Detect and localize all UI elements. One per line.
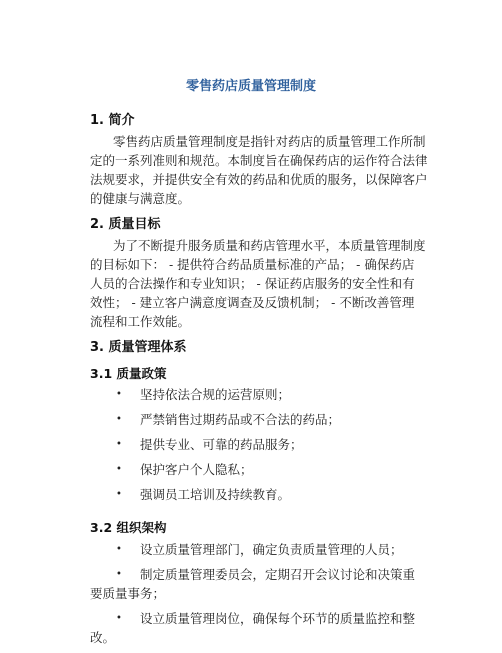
section-heading-intro: 1. 简介 <box>90 113 135 128</box>
list-item <box>90 540 430 559</box>
list-item <box>90 435 430 454</box>
quality-policy-list <box>90 385 430 510</box>
section-heading-quality-goals: 2. 质量目标 <box>90 217 161 232</box>
paragraph-line: 法规要求，并提供安全有效的药品和优质的服务，以保障客户 <box>90 172 428 187</box>
paragraph-line: 的健康与满意度。 <box>90 191 191 206</box>
subsection-heading-quality-policy: 3.1 质量政策 <box>90 366 167 381</box>
section-heading-quality-system: 3. 质量管理体系 <box>90 340 187 355</box>
bullet-icon: • <box>116 389 122 400</box>
paragraph-line: 为了不断提升服务质量和药店管理水平，本质量管理制度 <box>113 238 426 253</box>
list-item <box>90 385 430 404</box>
bullet-icon: • <box>116 439 122 450</box>
document-title: 零售药店质量管理制度 <box>185 79 316 94</box>
list-item <box>90 565 430 603</box>
list-item-text: 要质量事务； <box>90 586 166 601</box>
section-paragraph-intro <box>90 132 430 208</box>
list-item <box>90 460 430 479</box>
bullet-icon: • <box>116 464 122 475</box>
section-paragraph-quality-goals <box>90 236 430 331</box>
bullet-icon: • <box>116 613 122 624</box>
list-item-text: 保护客户个人隐私； <box>140 462 253 477</box>
paragraph-line: 定的一系列准则和规范。本制度旨在确保药店的运作符合法律 <box>90 153 428 168</box>
list-item <box>90 485 430 504</box>
list-item-text: 改。 <box>90 630 116 645</box>
list-item <box>90 609 430 647</box>
bullet-icon: • <box>116 544 122 555</box>
bullet-icon: • <box>116 414 122 425</box>
list-item-text: 严禁销售过期药品或不合法的药品； <box>140 412 341 427</box>
paragraph-line: 人员的合法操作和专业知识； - 保证药店服务的安全性和有 <box>90 276 415 291</box>
organization-list <box>90 540 430 653</box>
list-item-text: 制定质量管理委员会，定期召开会议讨论和决策重 <box>140 567 416 582</box>
paragraph-line: 零售药店质量管理制度是指针对药店的质量管理工作所制 <box>113 134 426 149</box>
list-item-text: 提供专业、可靠的药品服务； <box>140 437 303 452</box>
paragraph-line: 流程和工作效能。 <box>90 314 191 329</box>
list-item <box>90 410 430 429</box>
list-item-text: 强调员工培训及持续教育。 <box>140 487 291 502</box>
bullet-icon: • <box>116 569 122 580</box>
paragraph-line: 的目标如下： - 提供符合药品质量标准的产品； - 确保药店 <box>90 257 415 272</box>
paragraph-line: 效性； - 建立客户满意度调查及反馈机制； - 不断改善管理 <box>90 295 415 310</box>
list-item-text: 坚持依法合规的运营原则； <box>140 387 291 402</box>
bullet-icon: • <box>116 489 122 500</box>
list-item-text: 设立质量管理岗位，确保每个环节的质量监控和整 <box>140 611 416 626</box>
list-item-text: 设立质量管理部门，确定负责质量管理的人员； <box>140 542 403 557</box>
subsection-heading-organization: 3.2 组织架构 <box>90 520 167 535</box>
